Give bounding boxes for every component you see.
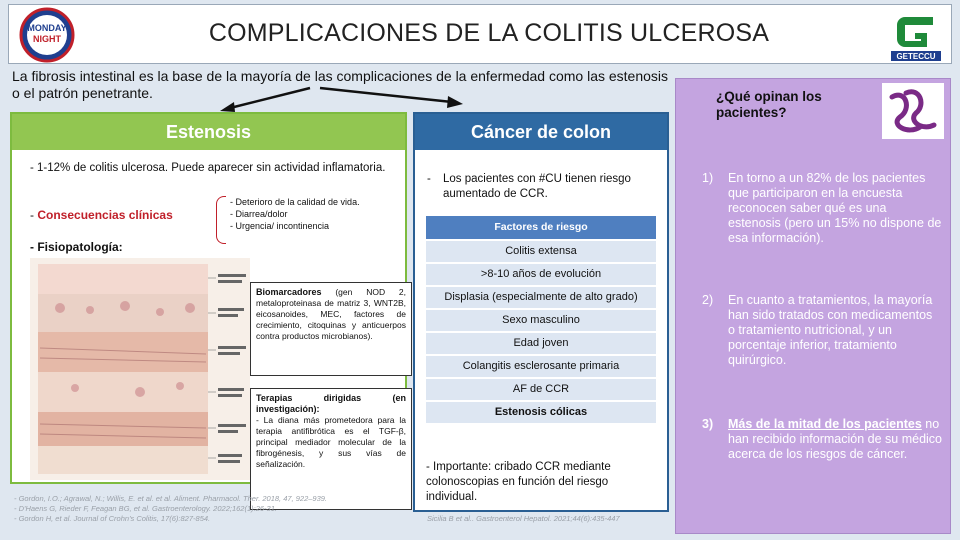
table-row: Displasia (especialmente de alto grado) xyxy=(426,287,656,310)
consequences-heading: - Consecuencias clínicas xyxy=(30,208,173,222)
table-row: Colangitis esclerosante primaria xyxy=(426,356,656,379)
reference-item: - Gordon, I.O.; Agrawal, N.; Willis, E. et al. et al. Aliment. Pharmacol. Ther. 2018, 47, 922–939. xyxy=(14,494,328,503)
estenosis-content xyxy=(22,152,406,482)
references xyxy=(14,494,404,524)
reference-item: - Gordon H, et al. Journal of Crohn's Colitis, 17(6):827-854. xyxy=(14,514,211,523)
patients-panel xyxy=(675,78,951,534)
patients-title: ¿Qué opinan los pacientes? xyxy=(716,89,822,120)
list-item: 2) En cuanto a tratamientos, la mayoría han sido tratados con medicamentos o tratamiento nutricional, y un porcentaje inferior, tratamiento quirúrgico. xyxy=(702,293,933,367)
list-item: 1) En torno a un 82% de los pacientes que participaron en la encuesta reconocen saber qué es una estenosis (pero un 15% no dispone de esa información). xyxy=(702,171,942,245)
table-row: Colitis extensa xyxy=(426,241,656,264)
consequences-label: Consecuencias clínicas xyxy=(37,208,173,222)
consequences-list xyxy=(230,196,360,232)
fibrosis-diagram-image xyxy=(30,258,250,480)
reference-item: - D'Haens G, Rieder F, Feagan BG, et al. Gastroenterology. 2022;162(1):26-31. xyxy=(14,504,277,513)
table-row: Sexo masculino xyxy=(426,310,656,333)
cancer-screening-note: - Importante: cribado CCR mediante colonoscopias en función del riesgo individual. xyxy=(426,461,611,503)
therapies-text: - La diana más prometedora para la terapia antifibrótica es el TGF-β, principal mediador molecular de la fibrogénesis, y sus vías de señalización. xyxy=(256,415,406,469)
patients-logo xyxy=(882,83,944,139)
estenosis-panel xyxy=(10,112,407,484)
therapies-title: Terapias dirigidas (en investigación): xyxy=(256,393,406,414)
table-row: Estenosis cólicas xyxy=(426,402,656,425)
highlight-text: Más de la mitad de los pacientes xyxy=(728,417,922,431)
intro-text: La fibrosis intestinal es la base de la mayoría de las complicaciones de la enfermedad como las estenosis o el patrón penetrante. xyxy=(12,68,669,101)
list-item: - Urgencia/ incontinencia xyxy=(230,221,330,231)
cancer-intro: - Los pacientes con #CU tienen riesgo aumentado de CCR. xyxy=(427,173,631,200)
table-row: >8-10 años de evolución xyxy=(426,264,656,287)
monday-night-logo xyxy=(15,7,79,63)
fisiopatologia-label: Fisiopatología: xyxy=(37,240,123,254)
biomarkers-box xyxy=(250,282,412,376)
estenosis-intro: - 1-12% de colitis ulcerosa. Puede aparecer sin actividad inflamatoria. xyxy=(30,162,386,174)
svg-text:GETECCU: GETECCU xyxy=(896,52,936,61)
therapies-box xyxy=(250,388,412,510)
risk-factors-header: Factores de riesgo xyxy=(426,216,656,241)
list-item: - Deterioro de la calidad de vida. xyxy=(230,197,360,207)
header xyxy=(8,4,952,64)
biomarkers-text: (gen NOD 2, metaloproteinasa de matriz 3, WNT2B, eicosanoides, MEC, factores de crecimiento, citoquinas y anticuerpos contra productos microbianos). xyxy=(256,287,406,341)
table-row: Edad joven xyxy=(426,333,656,356)
list-item: 3) Más de la mitad de los pacientes no han recibido información de su médico acerca de los riesgos de cáncer. xyxy=(702,417,943,461)
table-row: AF de CCR xyxy=(426,379,656,402)
list-item: - Diarrea/dolor xyxy=(230,209,288,219)
svg-text:NIGHT: NIGHT xyxy=(33,34,61,44)
biomarkers-title: Biomarcadores xyxy=(256,287,322,297)
geteccu-logo xyxy=(887,7,945,63)
cancer-reference: Sicilia B et al.. Gastroenterol Hepatol. 2021;44(6):435-447 xyxy=(427,514,620,523)
fisiopatologia-heading: - Fisiopatología: xyxy=(30,240,123,254)
risk-factors-table xyxy=(426,216,656,425)
cancer-title: Cáncer de colon xyxy=(415,114,667,150)
estenosis-title: Estenosis xyxy=(12,114,405,150)
brace-icon xyxy=(216,196,226,244)
svg-text:MONDAY: MONDAY xyxy=(27,23,67,33)
page-title: COMPLICACIONES DE LA COLITIS ULCEROSA xyxy=(208,19,770,47)
